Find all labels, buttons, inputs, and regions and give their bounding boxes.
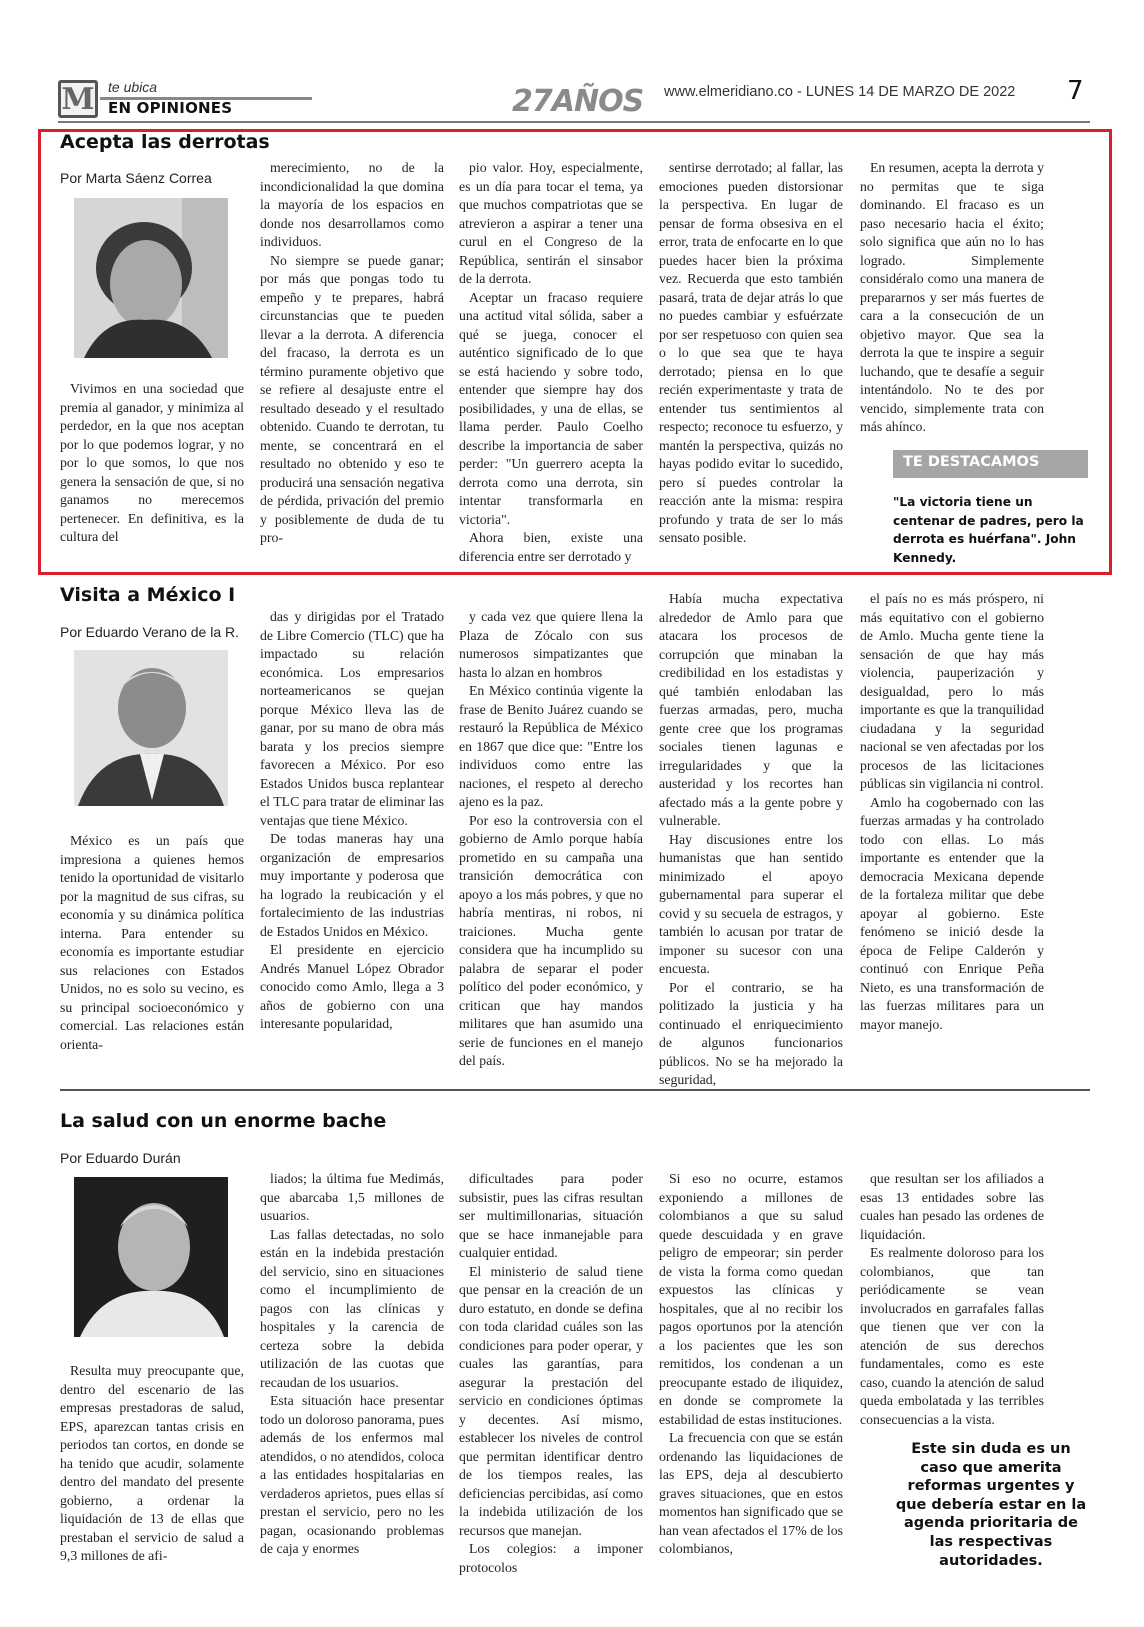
portrait-image [74, 198, 228, 358]
section-kicker: te ubica [108, 79, 158, 95]
paragraph: El ministerio de salud tiene que pensar en la creación de un duro estatuto, en donde se defina con toda claridad cuáles son las condiciones para poder operar, y cuales las garantías, para asegurar la prestación del servicio en condiciones óptimas y decentes. Así mismo, establecer los niveles de control que permitan identificar dentro de los tiempos reales, las deficiencias percibidas, así como la indebida utilización de los recursos que manejan. [459, 1263, 643, 1538]
paragraph: Esta situación hace presentar todo un doloroso panorama, pues además de los enfermos mal atendidos, o no atendidos, coloca a las entidades hospitalarias en verdaderos aprietos, pues ellas sí prestan el servicio, pero no les pagan, ocasionando problemas de caja y enormes [260, 1393, 444, 1556]
paragraph: Ahora bien, existe una diferencia entre ser derrotado y [459, 530, 643, 564]
section-title: EN OPINIONES [108, 99, 233, 117]
paragraph: Vivimos en una sociedad que premia al ganador, y minimiza al perdedor, en la que nos aceptan por lo que podemos lograr, y no por lo que somos, lo que nos genera la sensación de que, si no ganamos no merecemos pertenecer. En definitiva, es la cultura del [60, 381, 244, 544]
paragraph: Es realmente doloroso para los colombianos, que tan periódicamente se vean involucrados en garrafales fallas que tienen que ver con la atención de sus derechos fundamentales, como es este caso, cuando la atención de salud queda embolatada y las terribles consecuencias a la vista. [860, 1245, 1044, 1427]
article-3-column-2 [260, 1170, 444, 1559]
article-1-column-3 [459, 159, 643, 566]
portrait-image [74, 1177, 228, 1337]
paragraph: La frecuencia con que se están ordenando las liquidaciones de las EPS, deja al descubierto graves situaciones, que en estos momentos han significado que se han vean afectados el 17% de los colombianos, [659, 1430, 843, 1556]
paragraph: das y dirigidas por el Tratado de Libre Comercio (TLC) que ha impactado su relación económica. Los empresarios norteamericanos se quejan porque México lleva las de ganar, por su mano de obra más barata y los precios siempre favorecen a México. Por eso Estados Unidos busca replantear el TLC para tratar de eliminar las ventajas que tiene México. [260, 609, 444, 828]
paragraph: liados; la última fue Medimás, que abarcaba 1,5 millones de usuarios. [260, 1171, 444, 1223]
paragraph: Las fallas detectadas, no solo están en la indebida prestación del servicio, sino en situaciones como el incumplimiento de pagos con las clínicas y hospitales y la carencia de certeza sobre la debida utilización de las cuotas que recaudan de los usuarios. [260, 1226, 444, 1390]
paragraph: Por eso la controversia con el gobierno de Amlo porque había prometido en su campaña una transición democrática con apoyo a los más pobres, y que no habría mentiras, ni robos, ni traiciones. Mucha gente considera que ha incumplido su palabra de separar el poder político del poder económico, y critican que hay mandos militares que han asumido una serie de funciones en el manejo del país. [459, 812, 643, 1068]
paragraph: Los colegios: a imponer protocolos [459, 1541, 643, 1575]
paragraph: Había mucha expectativa alrededor de Amlo para que atacara los procesos de corrupción que minaban la credibilidad en los estadistas y qué también enlodaban las fuerzas armadas, pero, mucha gente cree que los programas sociales tienen lagunas e irregularidades y que la austeridad y los recortes han afectado más a la gente pobre y vulnerable. [659, 591, 843, 828]
article-3-column-4 [659, 1170, 843, 1559]
article-3-byline: Por Eduardo Durán [60, 1150, 181, 1166]
paragraph: dificultades para poder subsistir, pues las cifras resultan ser multimillonarias, situación que se hace inmanejable para cualquier entidad. [459, 1171, 643, 1260]
article-1-byline: Por Marta Sáenz Correa [60, 170, 212, 186]
paragraph: No siempre se puede ganar; por más que pongas todo tu empeño y te prepares, habrá circunstancias que te pueden llevar a la derrota. A diferencia del fracaso, la derrota es un término puramente objetivo que se refiere al desajuste entre el resultado deseado y el resultado obtenido. Cuando te derrotan, tu mente, se concentrará en el resultado no obtenido y eso te producirá una sensación negativa de pérdida, privación del premio y posiblemente de duda de tu pro- [260, 252, 444, 545]
author-photo-eduardo-duran [74, 1177, 228, 1337]
anniversary-logo: 27AÑOS [512, 84, 644, 119]
paragraph: el país no es más próspero, ni más equitativo con el gobierno de Amlo. Mucha gente tiene la sensación de que hay más violencia, pauperización y desigualdad, pero lo más importante es que la tranquilidad ciudadana y la seguridad nacional se ven afectadas por los procesos de las licitaciones públicas sin vigilancia ni control. [860, 591, 1044, 791]
date-line: www.elmeridiano.co - LUNES 14 DE MARZO DE 2022 [664, 84, 1016, 100]
article-3-title: La salud con un enorme bache [60, 1110, 387, 1132]
paragraph: México es un país que impresiona a quienes hemos tenido la oportunidad de visitarlo por la magnitud de sus cifras, su economía y su dinámica política interna. Para entender su economía es importante estudiar sus relaciones con Estados Unidos, no es solo su vecino, es su principal socioeconómico y comercial. Las relaciones están orienta- [60, 833, 244, 1052]
article-3-column-5 [860, 1170, 1044, 1429]
article-2-column-1 [60, 832, 244, 1054]
highlight-quote: "La victoria tiene un centenar de padres, pero la derrota es huérfana". John Kennedy. [893, 495, 1084, 565]
paragraph: En resumen, acepta la derrota y no permitas que te siga dominando. El fracaso es un paso necesario hacia el éxito; solo significa que aún no lo has logrado. Simplemente considéralo como una manera de prepararnos y ser más fuertes de cara a la consecución de un objetivo mayor. Que sea la derrota la que te inspire a seguir luchando, que te desafíe a seguir intentándolo. No te des por vencido, simplemente trata con más ahínco. [860, 160, 1044, 434]
paragraph: Hay discusiones entre los humanistas que han sentido minimizado el apoyo gubernamental para superar el covid y su secuela de estragos, y también lo acusan por tratar de imponer su sucesor con una encuesta. [659, 831, 843, 976]
article-1-title: Acepta las derrotas [60, 131, 270, 153]
article-1-column-2 [260, 159, 444, 548]
paragraph: sentirse derrotado; al fallar, las emociones pueden distorsionar la perspectiva. En lugar de pensar de forma obsesiva en el error, trata de enfocarte en lo que puedes hacer bien la próxima vez. Recuerda que esto también pasará, trata de dejar atrás lo que no puedes cambiar y esfuérzate por ser respetuoso con quien sea o lo que sea que te haya derrotado; piensa en lo que recién experimentaste y trata de entender tus sentimientos al respecto; reconoce tu esfuerzo, y mantén la perspectiva, quizás no hayas podido evitar lo sucedido, pero sí puedes controlar la reacción ante la misma: respira profundo y trata de ser lo más sensato posible. [659, 160, 843, 545]
paragraph: De todas maneras hay una organización de empresarios muy importante y poderosa que ha logrado la reubicación y el fortalecimiento de las industrias de Estados Unidos en México. [260, 831, 444, 939]
paragraph: Por el contrario, se ha politizado la justicia y ha continuado el enriquecimiento de algunos funcionarios públicos. No se ha mejorado la seguridad, [659, 979, 843, 1087]
article-2-byline: Por Eduardo Verano de la R. [60, 624, 240, 640]
article-2-title: Visita a México I [60, 584, 236, 606]
paragraph: y cada vez que quiere llena la Plaza de Zócalo con sus numerosos simpatizantes que hasta lo alzan en hombros [459, 609, 643, 680]
newspaper-logo: M [58, 80, 98, 118]
pull-quote: Este sin duda es un caso que amerita reformas urgentes y que debería estar en la agenda prioritaria de las respectivas autoridades. [895, 1441, 1087, 1569]
article-2-column-5 [860, 590, 1044, 1034]
author-photo-marta [74, 198, 228, 358]
article-1-column-4 [659, 159, 843, 548]
paragraph: Amlo ha cogobernado con las fuerzas armadas y ha controlado todo con ellas. Lo más importante es entender que la democracia Mexicana depende de la fortaleza militar que debe apoyar al gobierno. Este fenómeno se inició desde la época de Felipe Calderón y continuó con Enrique Peña Nieto, es una transformación de las fuerzas militares para un mayor manejo. [860, 794, 1044, 1032]
te-destacamos-label: TE DESTACAMOS [893, 450, 1088, 478]
article-2-column-3 [459, 608, 643, 1071]
portrait-image [74, 650, 228, 806]
paragraph: que resultan ser los afiliados a esas 13 entidades sobre las cuales han pesado las ordenes de liquidación. [860, 1171, 1044, 1242]
article-3-column-1 [60, 1362, 244, 1566]
paragraph: Resulta muy preocupante que, dentro del escenario de las empresas prestadoras de salud, EPS, aparezcan tantas crisis en periodos tan cortos, en donde se ha tenido que acudir, solamente dentro del mandato del presente gobierno, a ordenar la liquidación de 13 de ellas que prestaban el servicio de salud a 9,3 millones de afi- [60, 1363, 244, 1563]
paragraph: El presidente en ejercicio Andrés Manuel López Obrador conocido como Amlo, llega a 3 años de gobierno con una interesante popularidad, [260, 942, 444, 1031]
paragraph: En México continúa vigente la frase de Benito Juárez cuando se restauró la República de México en 1867 que dice que: "Entre los individuos como entre las naciones, el respeto al derecho ajeno es la paz. [459, 683, 643, 809]
article-divider [60, 1089, 1090, 1091]
article-1-column-1 [60, 380, 244, 547]
paragraph: merecimiento, no de la incondicionalidad la que domina la mayoría de los espacios en donde nos desarrollamos como individuos. [260, 160, 444, 249]
article-1-column-5 [860, 159, 1044, 437]
author-photo-eduardo-verano [74, 650, 228, 806]
article-2-column-2 [260, 608, 444, 1034]
page-number: 7 [1067, 76, 1084, 106]
article-2-column-4 [659, 590, 843, 1090]
header-divider [58, 121, 1090, 123]
paragraph: Aceptar un fracaso requiere una actitud vital sólida, saber a qué se juega, conocer el auténtico significado de lo que se está haciendo y sobre todo, entender que siempre hay dos posibilidades, y una de ellas, se llama perder. Paulo Coelho describe la importancia de saber perder: "Un guerrero acepta la derrota como una derrota, sin intentar transformarla en victoria". [459, 289, 643, 527]
paragraph: pio valor. Hoy, especialmente, es un día para tocar el tema, ya que muchos compatriotas que se atrevieron a aspirar a tener una curul en el Congreso de la República, sentirán el sinsabor de la derrota. [459, 160, 643, 286]
article-3-column-3 [459, 1170, 643, 1577]
paragraph: Si eso no ocurre, estamos exponiendo a millones de colombianos a que su salud quede descuidada y en grave peligro de empeorar; sin perder de vista la forma como quedan expuestos las clínicas y hospitales, que al no recibir los pagos oportunos por la atención a los pacientes que les son remitidos, los condenan a un preocupante estado de iliquidez, en donde se compromete la estabilidad de estas instituciones. [659, 1171, 843, 1427]
